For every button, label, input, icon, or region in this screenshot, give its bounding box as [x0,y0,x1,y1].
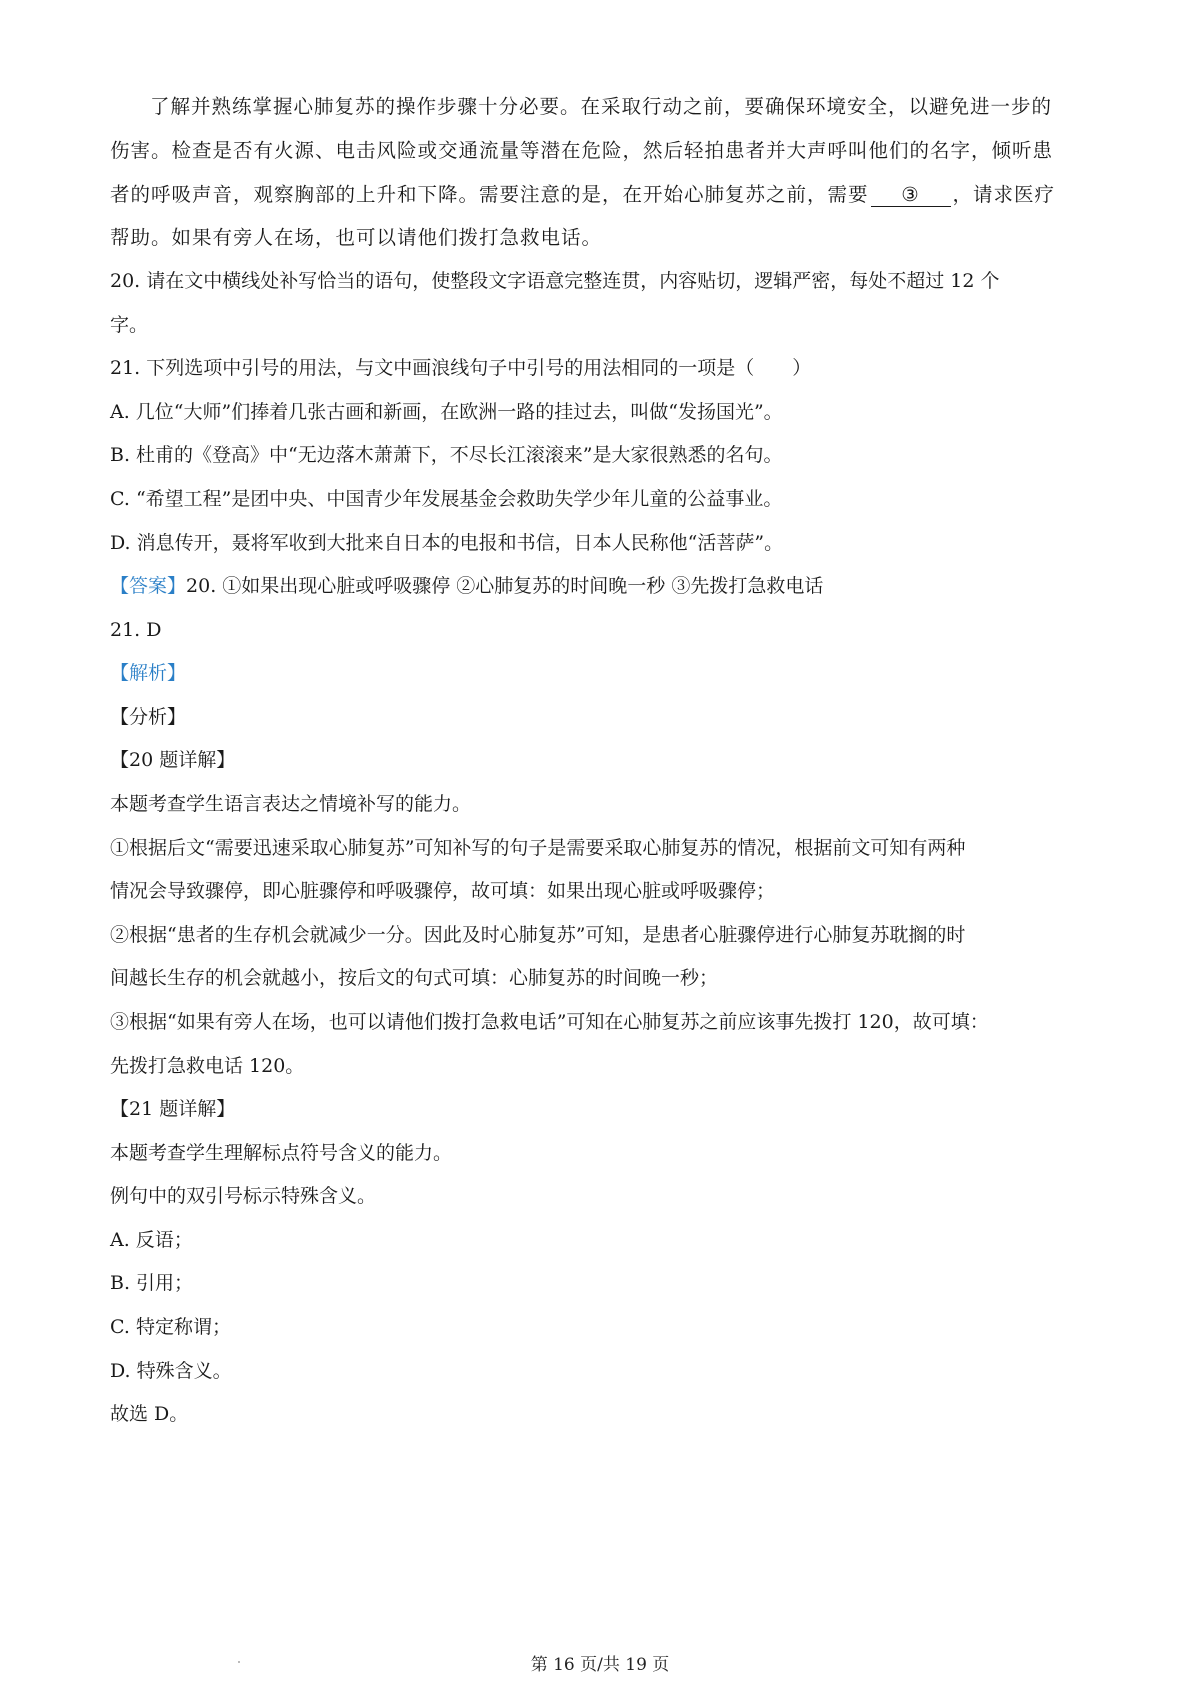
q20-detail-p3-line-1: ③根据“如果有旁人在场，也可以请他们拨打急救电话”可知在心肺复苏之前应该事先拨打 120，故可填： [110,1011,989,1033]
passage-line-3-text: 者的呼吸声音，观察胸部的上升和下降。需要注意的是，在开始心肺复苏之前，需要 [110,183,869,206]
q20-detail-p3-line-2: 先拨打急救电话 120。 [110,1055,305,1077]
q20-detail-p1-line-2: 情况会导致骤停，即心脏骤停和呼吸骤停，故可填：如果出现心脏或呼吸骤停； [110,880,776,902]
q21-detail-a: A. 反语； [110,1229,193,1251]
q21-detail-d: D. 特殊含义。 [110,1360,232,1382]
answer-tag: 【答案】 [110,575,187,597]
passage-line-2: 伤害。检查是否有火源、电击风险或交通流量等潜在危险，然后轻拍患者并大声呼叫他们的名字，倾听患 [110,139,1054,162]
q20-detail-p1-line-1: ①根据后文“需要迅速采取心肺复苏”可知补写的句子是需要采取心肺复苏的情况，根据前文可知有两种 [110,837,966,859]
q21-detail-b: B. 引用； [110,1272,194,1294]
q20-detail-p2-line-1: ②根据“患者的生存机会就减少一分。因此及时心肺复苏”可知，是患者心脏骤停进行心肺复苏耽搁的时 [110,924,966,946]
passage-line-3-tail: ，请求医疗 [952,183,1056,206]
analysis-fenxi-heading: 【分析】 [110,706,187,728]
conclusion: 故选 D。 [110,1403,189,1425]
q21-detail-heading: 【21 题详解】 [110,1098,236,1120]
answer-21-text: 21. D [110,619,162,641]
fill-blank-3: ③ [871,184,951,207]
passage-line-3 [110,182,1100,208]
q20-detail-intro: 本题考查学生语言表达之情境补写的能力。 [110,793,472,815]
question-21-stem: 21. 下列选项中引号的用法，与文中画浪线句子中引号的用法相同的一项是（ ） [110,357,812,379]
question-20-line-1: 20. 请在文中横线处补写恰当的语句，使整段文字语意完整连贯，内容贴切，逻辑严密，每处不超过 12 个 [110,270,1000,292]
answer-line [110,573,1100,599]
page-footer: 第 16 页/共 19 页 [530,1655,670,1675]
passage-line-4: 帮助。如果有旁人在场，也可以请他们拨打急救电话。 [110,226,603,249]
q21-detail-intro: 本题考查学生理解标点符号含义的能力。 [110,1142,453,1164]
passage-line-1: 了解并熟练掌握心肺复苏的操作步骤十分必要。在采取行动之前，要确保环境安全，以避免进一步的 [150,95,1053,118]
q21-detail-line: 例句中的双引号标示特殊含义。 [110,1185,377,1207]
analysis-tag: 【解析】 [110,662,187,684]
question-21-option-d: D. 消息传开，聂将军收到大批来自日本的电报和书信，日本人民称他“活菩萨”。 [110,532,784,554]
question-21-option-a: A. 几位“大师”们捧着几张古画和新画，在欧洲一路的挂过去，叫做“发扬国光”。 [110,401,783,423]
q21-detail-c: C. 特定称谓； [110,1316,231,1338]
question-20-line-2: 字。 [110,314,149,336]
answer-20-text: 20. ①如果出现心脏或呼吸骤停 ②心肺复苏的时间晚一秒 ③先拨打急救电话 [186,575,824,597]
question-21-option-b: B. 杜甫的《登高》中“无边落木萧萧下，不尽长江滚滚来”是大家很熟悉的名句。 [110,444,783,466]
q20-detail-heading: 【20 题详解】 [110,749,236,771]
question-21-option-c: C. “希望工程”是团中央、中国青少年发展基金会救助失学少年儿童的公益事业。 [110,488,783,510]
q20-detail-p2-line-2: 间越长生存的机会就越小，按后文的句式可填：心肺复苏的时间晚一秒； [110,967,719,989]
